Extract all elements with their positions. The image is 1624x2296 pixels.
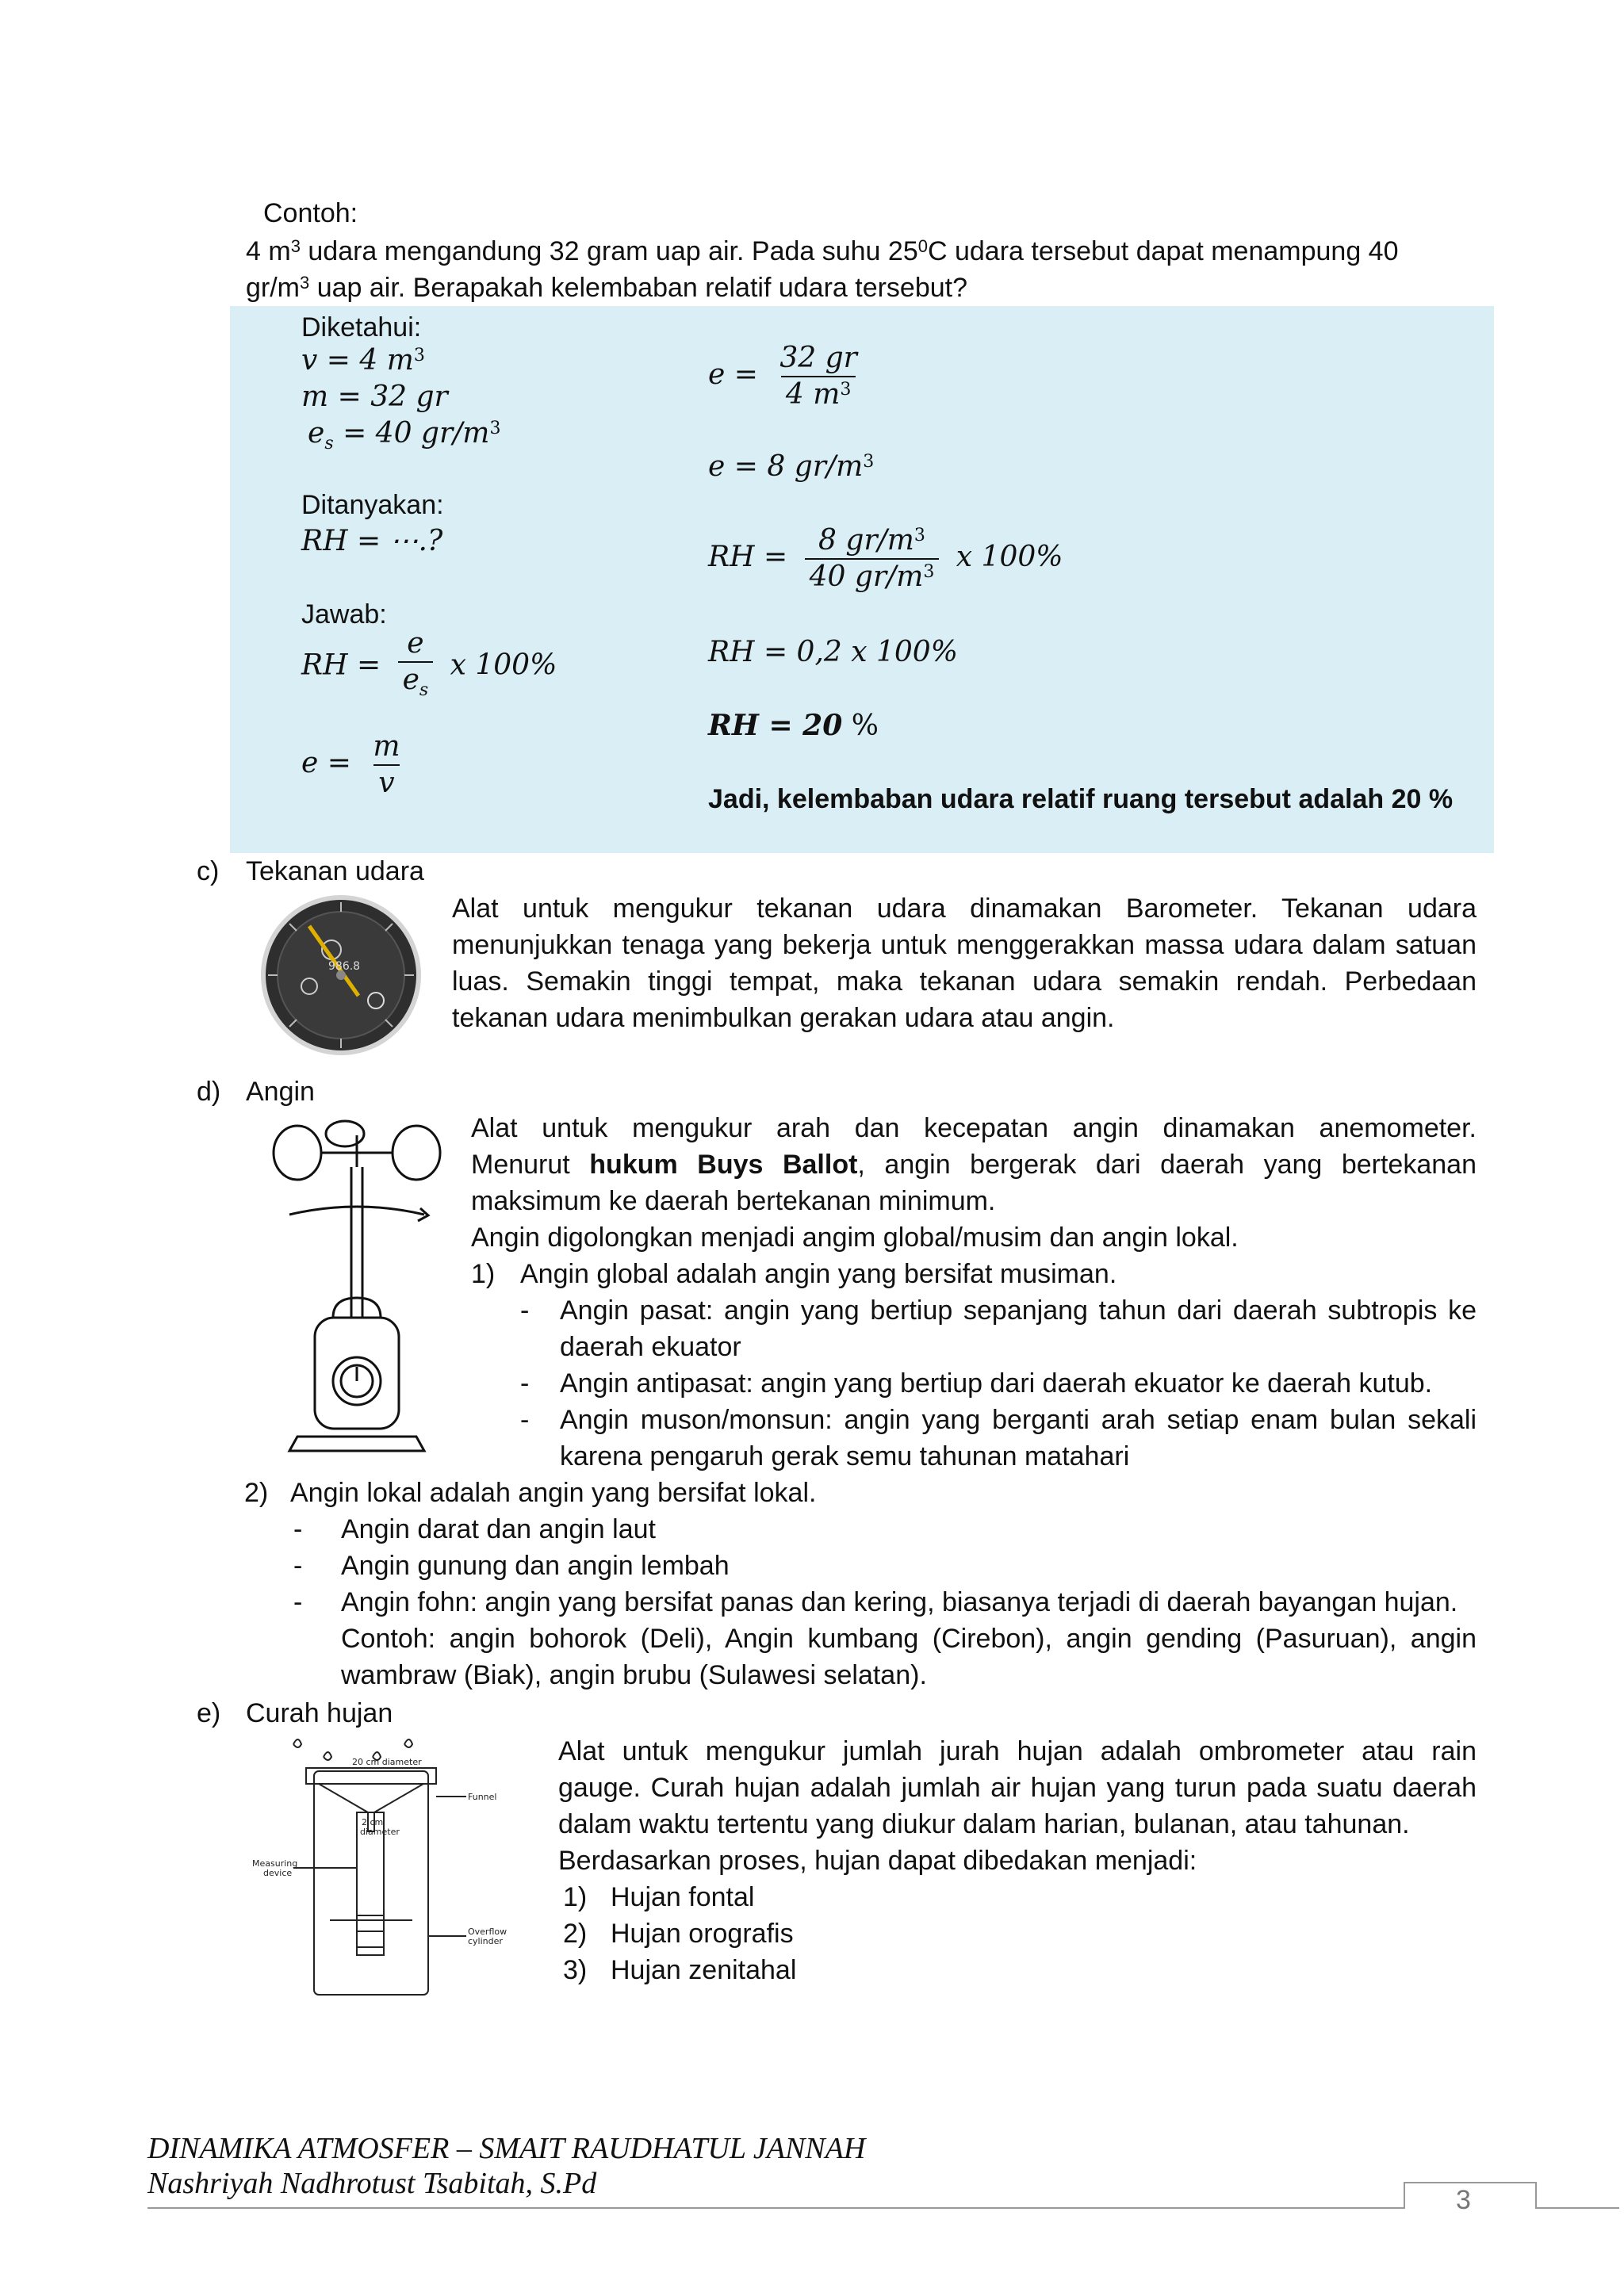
global-item-pasat-line1: Angin pasat: angin yang bertiup sepanjang tahun dari daerah subtropis ke — [560, 1295, 1477, 1326]
global-item-dash: - — [520, 1295, 530, 1326]
calc-e: e = $\frac{32 gr}{4 m^3}$ — [708, 342, 857, 411]
rain-gauge-image — [246, 1733, 531, 1999]
footer-author: Nashriyah Nadhrotust Tsabitah, S.Pd — [147, 2167, 597, 2200]
local-item-dash: - — [293, 1587, 303, 1617]
section-d-title: Angin — [246, 1077, 315, 1107]
local-item-dash: - — [293, 1551, 303, 1581]
label-measuring-device: device — [263, 1868, 293, 1878]
section-d-line2: Menurut hukum Buys Ballot, angin bergerak dari daerah yang bertekanan — [471, 1150, 1477, 1180]
local-item-darat: Angin darat dan angin laut — [341, 1514, 656, 1544]
label-overflow-cylinder: cylinder — [468, 1936, 503, 1946]
global-item-pasat-line2: daerah ekuator — [560, 1332, 741, 1362]
rain-type-number: 3) — [563, 1955, 588, 1985]
local-example-line1: Contoh: angin bohorok (Deli), Angin kumbang (Cirebon), angin gending (Pasuruan), angin — [341, 1624, 1477, 1654]
section-e-line4: Berdasarkan proses, hujan dapat dibedakan menjadi: — [558, 1846, 1197, 1876]
global-number: 1) — [471, 1259, 496, 1289]
section-c-line4: tekanan udara menimbulkan gerakan udara atau angin. — [452, 1003, 1115, 1033]
local-item-dash: - — [293, 1514, 303, 1544]
section-e-line3: dalam waktu tertentu yang diukur dalam harian, bulanan, atau tahunan. — [558, 1809, 1410, 1839]
calc-rh2: RH = 0,2 x 100% — [708, 636, 958, 668]
local-item-gunung: Angin gunung dan angin lembah — [341, 1551, 730, 1581]
global-item-muson-line2: karena pengaruh gerak semu tahunan matahari — [560, 1441, 1130, 1471]
calc-rh3: RH = 20 % — [708, 709, 879, 742]
rain-type-orografis: Hujan orografis — [611, 1919, 794, 1949]
label-overflow: Overflow — [468, 1927, 508, 1937]
asked-label: Ditanyakan: — [301, 490, 444, 520]
example-question-line2: $gr/m^3$ uap air. Berapakah kelembaban relatif udara tersebut? — [246, 273, 968, 303]
section-d-marker: d) — [197, 1077, 221, 1107]
section-d-line4: Angin digolongkan menjadi angim global/musim dan angin lokal. — [471, 1223, 1239, 1253]
rain-type-number: 1) — [563, 1882, 588, 1912]
rain-type-number: 2) — [563, 1919, 588, 1949]
local-number: 2) — [244, 1478, 269, 1508]
label-measuring: Measuring — [252, 1858, 298, 1869]
section-c-line1: Alat untuk mengukur tekanan udara dinamakan Barometer. Tekanan udara — [452, 894, 1477, 924]
given-m: m = 32 gr — [301, 381, 448, 413]
section-e-marker: e) — [197, 1698, 221, 1728]
page-number: 3 — [1456, 2185, 1471, 2215]
section-c-title: Tekanan udara — [246, 856, 424, 886]
section-e-line1: Alat untuk mengukur jumlah jurah hujan adalah ombrometer atau rain — [558, 1736, 1477, 1766]
calc-e-result: e = 8 $gr/m^3$ — [708, 450, 875, 483]
rain-type-fontal: Hujan fontal — [611, 1882, 755, 1912]
section-c-marker: c) — [197, 856, 220, 886]
local-example-line2: wambraw (Biak), angin brubu (Sulawesi selatan). — [341, 1660, 927, 1690]
anemometer-image — [266, 1119, 456, 1460]
section-e-title: Curah hujan — [246, 1698, 393, 1728]
global-text: Angin global adalah angin yang bersifat musiman. — [520, 1259, 1117, 1289]
example-heading: Contoh: — [263, 198, 358, 228]
section-d-line1: Alat untuk mengukur arah dan kecepatan angin dinamakan anemometer. — [471, 1113, 1477, 1143]
label-2cm-diameter: diameter — [360, 1827, 400, 1837]
barometer-image — [244, 893, 447, 1059]
global-item-muson-line1: Angin muson/monsun: angin yang berganti arah setiap enam bulan sekali — [560, 1405, 1477, 1435]
given-label: Diketahui: — [301, 312, 422, 342]
footer-rule-right — [1535, 2207, 1619, 2209]
example-question-line1: 4 $m^3$ udara mengandung 32 gram uap air. Pada suhu $25^0C$ udara tersebut dapat menampung 40 — [246, 236, 1399, 266]
local-item-fohn: Angin fohn: angin yang bersifat panas dan kering, biasanya terjadi di daerah bayangan hujan. — [341, 1587, 1458, 1617]
global-item-dash: - — [520, 1368, 530, 1399]
calc-rh: RH = $\frac{8 gr/m^3}{40 gr/m^3}$ x 100% — [708, 524, 1063, 593]
footer-rule-left — [147, 2207, 1404, 2209]
local-text: Angin lokal adalah angin yang bersifat lokal. — [290, 1478, 817, 1508]
section-d-line3: maksimum ke daerah bertekanan minimum. — [471, 1186, 996, 1216]
barometer-reading: 986.8 — [328, 960, 361, 973]
answer-label: Jawab: — [301, 599, 387, 629]
given-es: $e_s = 40$ $gr/m^3$ — [308, 417, 501, 454]
global-item-antipasat: Angin antipasat: angin yang bertiup dari daerah ekuator ke daerah kutub. — [560, 1368, 1433, 1399]
label-20cm-diameter: 20 cm diameter — [352, 1757, 422, 1767]
label-2cm: 2 cm — [362, 1817, 384, 1827]
label-funnel: Funnel — [468, 1792, 497, 1802]
global-item-dash: - — [520, 1405, 530, 1435]
section-e-line2: gauge. Curah hujan adalah jumlah air hujan yang turun pada suatu daerah — [558, 1773, 1477, 1803]
section-c-line2: menunjukkan tenaga yang bekerja untuk menggerakkan massa udara dalam satuan — [452, 930, 1477, 960]
rain-type-zenitahal: Hujan zenitahal — [611, 1955, 797, 1985]
conclusion: Jadi, kelembaban udara relatif ruang tersebut adalah 20 % — [708, 784, 1454, 814]
rh-formula: RH = $\frac{e}{e_s}$ x 100% — [301, 626, 557, 708]
section-c-line3: luas. Semakin tinggi tempat, maka tekanan udara semakin rendah. Perbedaan — [452, 966, 1477, 997]
e-formula: e = $\frac{m}{v}$ — [301, 730, 400, 799]
asked-rh: RH = ⋯.? — [301, 525, 443, 557]
given-v: v = 4 $m^3$ — [301, 344, 425, 377]
footer-title: DINAMIKA ATMOSFER – SMAIT RAUDHATUL JANNAH — [147, 2132, 866, 2165]
